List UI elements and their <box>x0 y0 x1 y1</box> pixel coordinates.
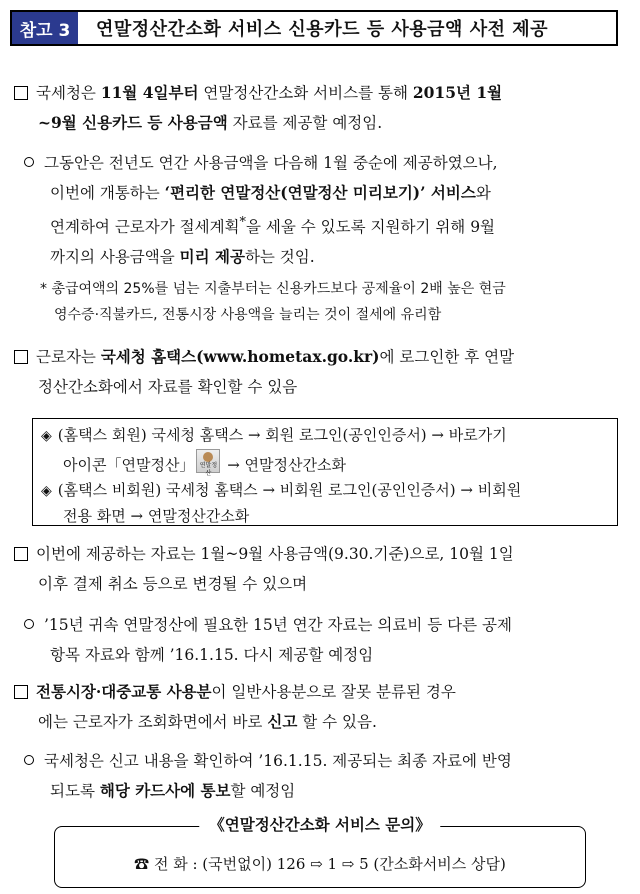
paragraph-1-sub: 그동안은 전년도 연간 사용금액을 다음해 1월 중순에 제공하였으나, 이번에 개통하는 ‘편리한 연말정산(연말정산 미리보기)’ 서비스와 연계하여 근로자가 절세계획*을 세울 수 있도록 지원하기 위해 9월 까지의 사용금액을 미리 제공하는 것임. <box>24 148 624 272</box>
paragraph-3-sub: ’15년 귀속 연말정산에 필요한 15년 연간 자료는 의료비 등 다른 공제 항목 자료와 함께 ’16.1.15. 다시 제공할 예정임 <box>24 610 624 670</box>
footnote: * 총급여액의 25%를 넘는 지출부터는 신용카드보다 공제율이 2배 높은 현금 영수증·직불카드, 전통시장 사용액을 늘리는 것이 절세에 유리함 <box>40 281 506 323</box>
contact-phone: ☎ 전 화 : (국번없이) 126 ⇨ 1 ⇨ 5 (간소화서비스 상담) <box>134 855 506 873</box>
square-bullet-icon <box>14 86 28 100</box>
section-header <box>10 10 618 46</box>
circle-bullet-icon <box>24 619 34 629</box>
diamond-bullet-icon: ◈ <box>41 428 52 444</box>
circle-bullet-icon <box>24 157 34 167</box>
square-bullet-icon <box>14 547 28 561</box>
reference-badge: 참고 3 <box>12 12 78 44</box>
page-title: 연말정산간소화 서비스 신용카드 등 사용금액 사전 제공 <box>96 19 549 40</box>
circle-bullet-icon <box>24 755 34 765</box>
year-end-tax-app-icon: 연말정산 <box>196 449 220 473</box>
contact-box <box>54 815 586 888</box>
contact-title: 《연말정산간소화 서비스 문의》 <box>199 813 440 835</box>
access-path-box: ◈ (홈택스 회원) 국세청 홈택스 → 회원 로그인(공인인증서) → 바로가기 아이콘「연말정산」 연말정산 → 연말정산간소화 ◈ (홈택스 비회원) 국세청 홈택스 → 비회원 로그인(공인인증서) → 비회원 전용 화면 → 연말정산간소화 <box>32 418 618 526</box>
diamond-bullet-icon: ◈ <box>41 483 52 499</box>
paragraph-4-sub: 국세청은 신고 내용을 확인하여 ’16.1.15. 제공되는 최종 자료에 반영 되도록 해당 카드사에 통보할 예정임 <box>24 746 624 806</box>
paragraph-3: 이번에 제공하는 자료는 1월~9월 사용금액(9.30.기준)으로, 10월 1일 이후 결제 취소 등으로 변경될 수 있으며 <box>14 539 624 599</box>
paragraph-1: 국세청은 11월 4일부터 연말정산간소화 서비스를 통해 2015년 1월 ~9월 신용카드 등 사용금액 자료를 제공할 예정임. <box>14 78 624 138</box>
paragraph-4: 전통시장·대중교통 사용분이 일반사용분으로 잘못 분류된 경우 에는 근로자가 조회화면에서 바로 신고 할 수 있음. <box>14 677 624 737</box>
square-bullet-icon <box>14 350 28 364</box>
paragraph-2: 근로자는 국세청 홈택스(www.hometax.go.kr)에 로그인한 후 연말 정산간소화에서 자료를 확인할 수 있음 <box>14 342 624 402</box>
square-bullet-icon <box>14 685 28 699</box>
phone-icon: ☎ <box>134 855 150 873</box>
